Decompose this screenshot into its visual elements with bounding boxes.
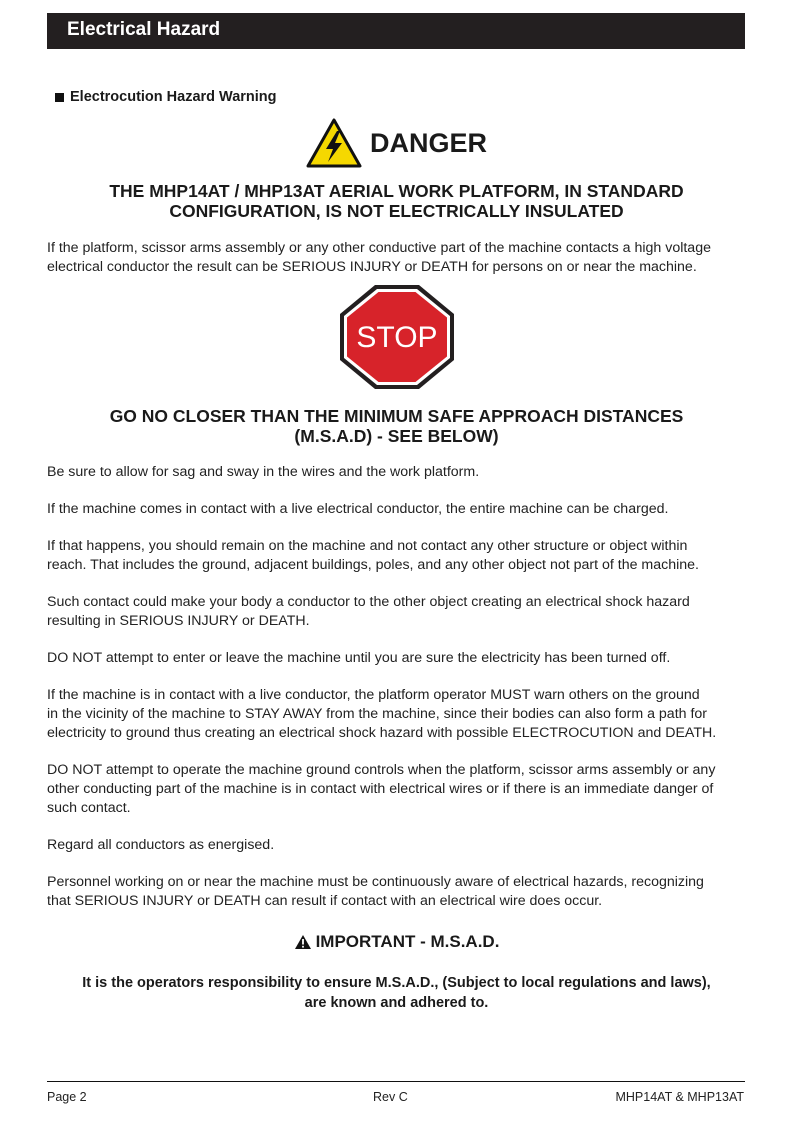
body-paragraph xyxy=(47,463,747,482)
important-heading xyxy=(0,932,793,952)
stop-sign-label: STOP xyxy=(356,321,438,354)
intro-paragraph xyxy=(47,239,747,277)
paragraph-line: DO NOT attempt to operate the machine ground controls when the platform, scissor arms assembly or any xyxy=(47,762,716,778)
warning-title-line: CONFIGURATION, IS NOT ELECTRICALLY INSULATED xyxy=(169,201,624,221)
body-paragraph xyxy=(47,649,747,668)
paragraph-line: such contact. xyxy=(47,800,131,816)
body-paragraph xyxy=(47,593,747,631)
paragraph-line: that SERIOUS INJURY or DEATH can result if contact with an electrical wire does occur. xyxy=(47,893,603,909)
page-title: Electrical Hazard xyxy=(67,19,221,40)
page-header-bar xyxy=(47,13,745,49)
danger-banner xyxy=(0,118,793,168)
stop-sign-icon xyxy=(339,284,455,390)
body-paragraph xyxy=(47,686,747,743)
paragraph-line: electrical conductor the result can be SERIOUS INJURY or DEATH for persons on or near the machine. xyxy=(47,259,697,275)
section-heading-text: Electrocution Hazard Warning xyxy=(70,89,277,105)
footer-model: MHP14AT & MHP13AT xyxy=(615,1090,744,1104)
footer-page-number: Page 2 xyxy=(47,1090,87,1104)
warning-title-line: THE MHP14AT / MHP13AT AERIAL WORK PLATFORM, IN STANDARD xyxy=(109,181,684,201)
paragraph-line: reach. That includes the ground, adjacent buildings, poles, and any other object not part of the machine. xyxy=(47,557,700,573)
body-paragraph xyxy=(47,836,747,855)
paragraph-line: electricity to ground thus creating an electrical shock hazard with possible ELECTROCUTION and DEATH. xyxy=(47,725,717,741)
paragraph-line: DO NOT attempt to enter or leave the machine until you are sure the electricity has been turned off. xyxy=(47,650,671,666)
paragraph-line: resulting in SERIOUS INJURY or DEATH. xyxy=(47,613,310,629)
square-bullet-icon xyxy=(55,93,64,102)
paragraph-line: If the platform, scissor arms assembly or any other conductive part of the machine contacts a high voltage xyxy=(47,240,711,256)
paragraph-line: Personnel working on or near the machine must be continuously aware of electrical hazards, recognizing xyxy=(47,874,704,890)
paragraph-line: in the vicinity of the machine to STAY AWAY from the machine, since their bodies can also form a path for xyxy=(47,706,708,722)
warning-triangle-icon xyxy=(294,934,312,950)
high-voltage-warning-icon xyxy=(306,118,362,168)
approach-title-line: (M.S.A.D) - SEE BELOW) xyxy=(294,426,499,446)
body-paragraph xyxy=(47,873,747,911)
approach-title-line: GO NO CLOSER THAN THE MINIMUM SAFE APPROACH DISTANCES xyxy=(109,406,684,426)
body-paragraph xyxy=(47,537,747,575)
warning-title xyxy=(60,181,733,221)
note-line: are known and adhered to. xyxy=(304,995,489,1011)
footer-revision: Rev C xyxy=(373,1090,408,1104)
approach-title xyxy=(60,406,733,446)
paragraph-line: Be sure to allow for sag and sway in the wires and the work platform. xyxy=(47,464,480,480)
section-heading xyxy=(55,89,277,105)
paragraph-line: If the machine comes in contact with a live electrical conductor, the entire machine can be charged. xyxy=(47,501,669,517)
paragraph-line: If the machine is in contact with a live conductor, the platform operator MUST warn others on the ground xyxy=(47,687,700,703)
paragraph-line: Regard all conductors as energised. xyxy=(47,837,275,853)
footer-divider xyxy=(47,1081,745,1082)
paragraph-line: Such contact could make your body a conductor to the other object creating an electrical shock hazard xyxy=(47,594,690,610)
responsibility-note xyxy=(60,973,733,1013)
danger-label: DANGER xyxy=(369,127,487,158)
paragraph-line: If that happens, you should remain on the machine and not contact any other structure or object within xyxy=(47,538,688,554)
note-line: It is the operators responsibility to ensure M.S.A.D., (Subject to local regulations and laws), xyxy=(82,975,711,991)
body-paragraph xyxy=(47,500,747,519)
paragraph-line: other conducting part of the machine is in contact with electrical wires or if there is an immediate danger of xyxy=(47,781,714,797)
body-paragraph xyxy=(47,761,747,818)
important-label: IMPORTANT - M.S.A.D. xyxy=(315,932,500,951)
